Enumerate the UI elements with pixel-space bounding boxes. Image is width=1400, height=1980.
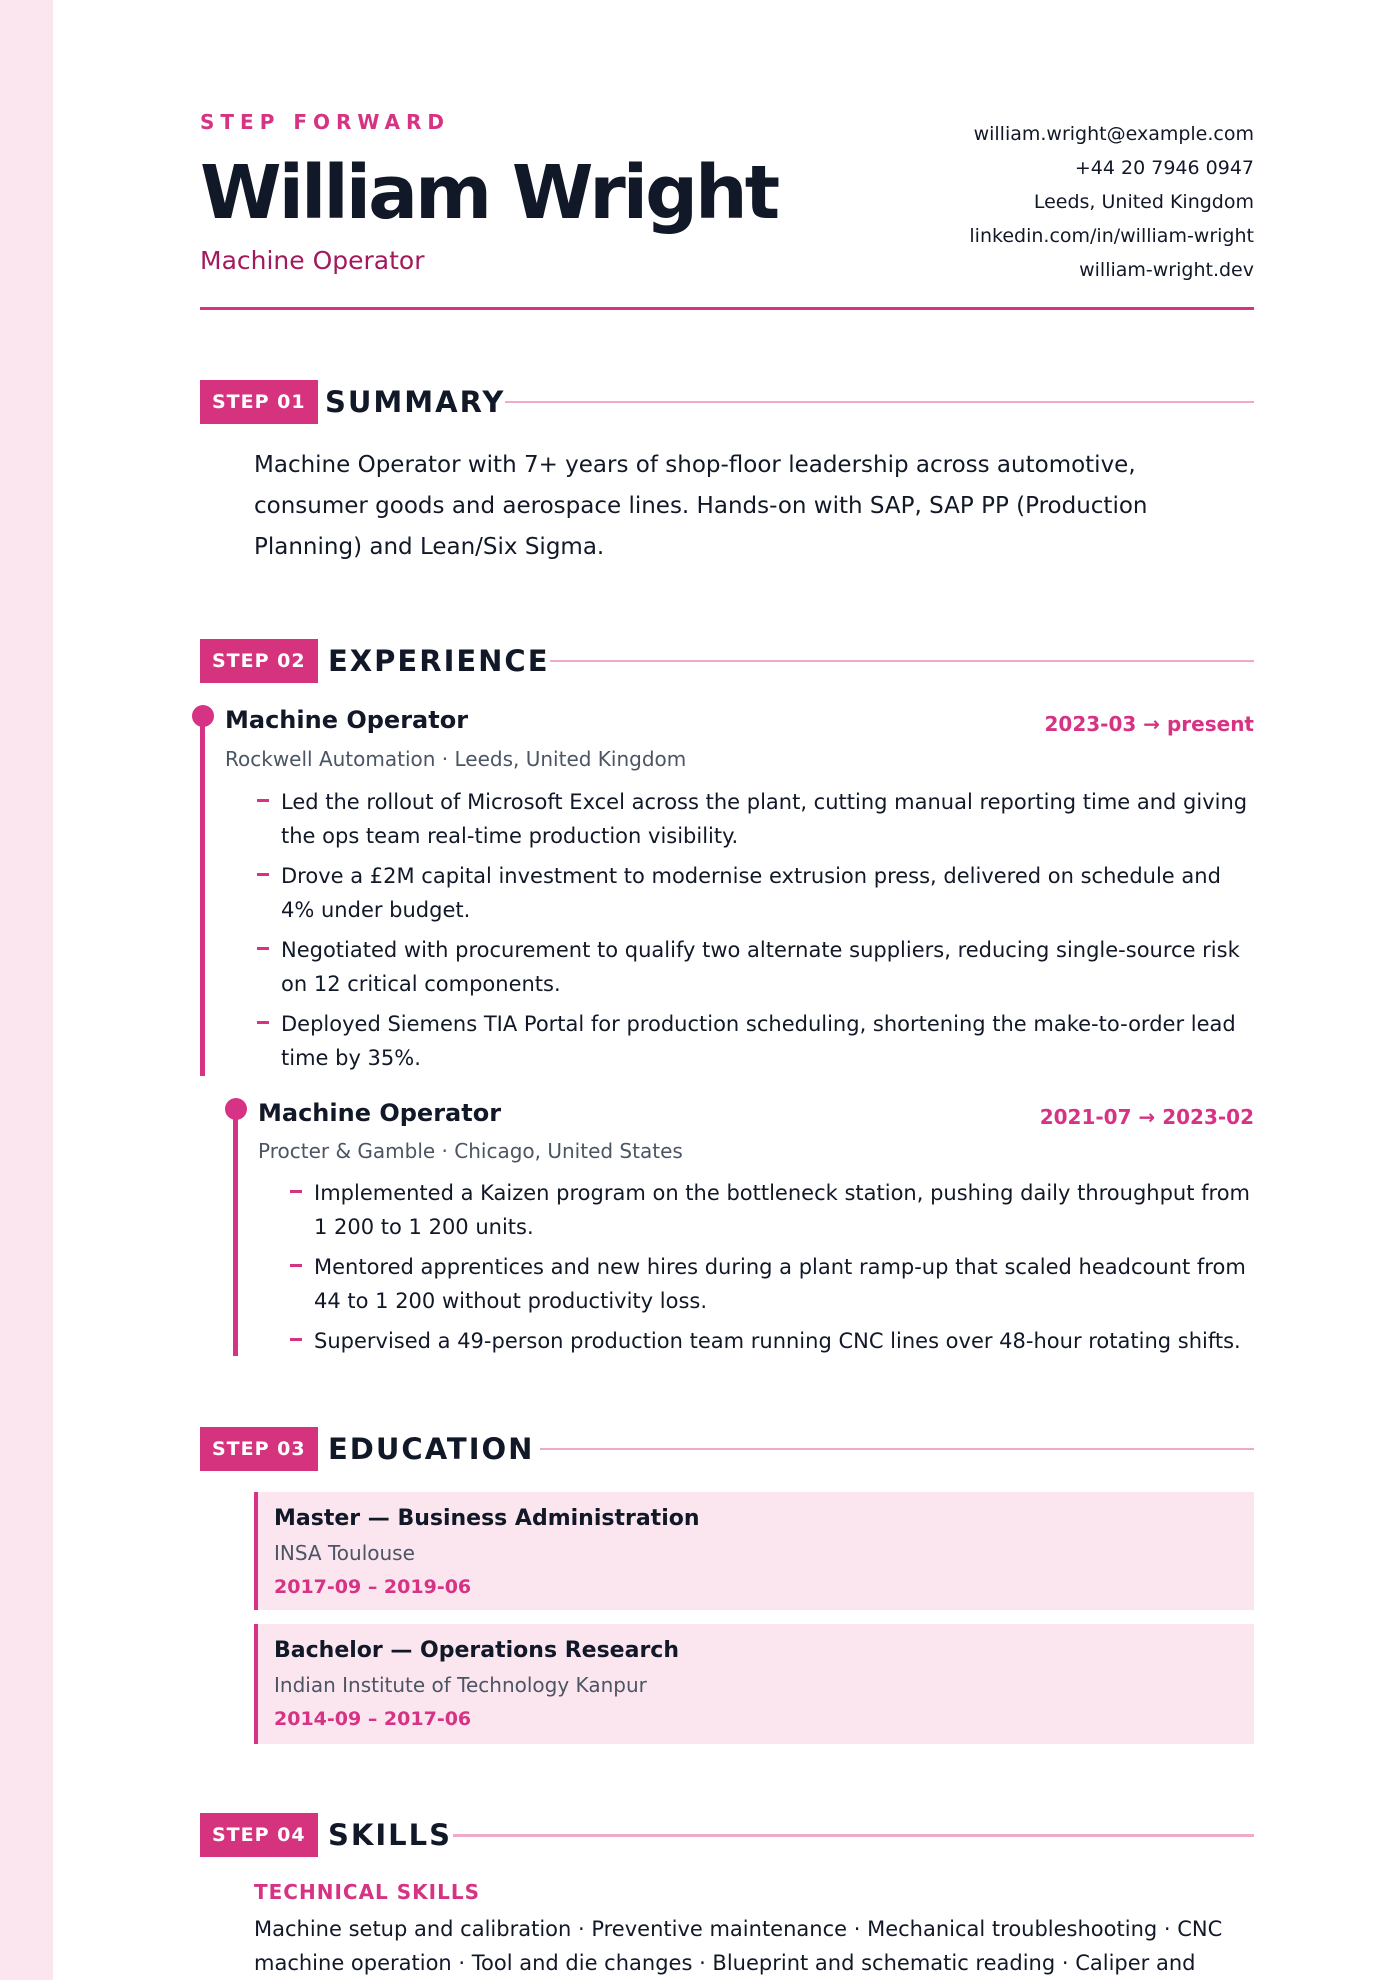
timeline-bar	[200, 716, 205, 1076]
edu-school: Indian Institute of Technology Kanpur	[274, 1673, 647, 1697]
dash-icon	[257, 799, 269, 802]
technical-skills-text: Machine setup and calibration · Preventive maintenance · Mechanical troubleshooting · CNC machine operation · Tool and die changes · Blueprint and schematic reading · Caliper and	[254, 1917, 1223, 1975]
section-rule	[550, 660, 1254, 662]
edu-degree: Bachelor — Operations Research	[274, 1638, 679, 1663]
contact-block	[969, 117, 1254, 287]
side-accent-strip	[0, 0, 53, 1980]
technical-skills-label: TECHNICAL SKILLS	[254, 1880, 480, 1904]
job-title: Machine Operator	[225, 706, 469, 734]
education-card	[254, 1624, 1254, 1744]
section-experience-heading	[200, 639, 1254, 683]
candidate-name: William Wright	[200, 150, 778, 236]
step-badge: STEP 04	[200, 1813, 318, 1857]
resume-page	[200, 0, 1254, 1980]
resume-header	[200, 0, 1254, 312]
edu-school: INSA Toulouse	[274, 1541, 415, 1565]
tagline: STEP FORWARD	[200, 110, 451, 134]
contact-website[interactable]: william-wright.dev	[1079, 259, 1254, 281]
section-title: EDUCATION	[328, 1432, 535, 1466]
education-card	[254, 1492, 1254, 1610]
dash-icon	[257, 947, 269, 950]
section-education-heading	[200, 1427, 1254, 1471]
section-rule	[540, 1448, 1254, 1450]
job-dates: 2023-03 → present	[1044, 712, 1254, 736]
list-item: Led the rollout of Microsoft Excel across the plant, cutting manual reporting time and giving the ops team real-time production visibility.	[281, 785, 1251, 853]
section-title: SKILLS	[328, 1818, 452, 1852]
candidate-role: Machine Operator	[200, 246, 425, 275]
dash-icon	[290, 1338, 302, 1341]
job-bullets	[281, 785, 1251, 1081]
list-item: Mentored apprentices and new hires during a plant ramp-up that scaled headcount from 44 to 1 200 without productivity loss.	[314, 1250, 1254, 1318]
step-badge: STEP 01	[200, 380, 318, 424]
contact-location: Leeds, United Kingdom	[1033, 191, 1254, 213]
job-bullets	[314, 1176, 1254, 1364]
contact-phone[interactable]: +44 20 7946 0947	[1074, 157, 1254, 179]
section-rule	[505, 401, 1254, 403]
dash-icon	[290, 1190, 302, 1193]
job-dates: 2021-07 → 2023-02	[1039, 1105, 1254, 1129]
step-badge: STEP 02	[200, 639, 318, 683]
section-summary-heading	[200, 380, 1254, 424]
summary-text: Machine Operator with 7+ years of shop-floor leadership across automotive, consumer goods and aerospace lines. Hands-on with SAP, SAP PP (Production Planning) and Lean/Six Sigma.	[254, 452, 1148, 560]
section-rule	[453, 1834, 1254, 1837]
job-title: Machine Operator	[258, 1099, 502, 1127]
list-item: Drove a £2M capital investment to modernise extrusion press, delivered on schedule and 4% under budget.	[281, 859, 1251, 927]
dash-icon	[290, 1264, 302, 1267]
list-item: Supervised a 49-person production team running CNC lines over 48-hour rotating shifts.	[314, 1324, 1254, 1358]
job-company: Rockwell Automation · Leeds, United Kingdom	[225, 747, 687, 771]
step-badge: STEP 03	[200, 1427, 318, 1471]
section-title: SUMMARY	[325, 385, 506, 419]
job-company: Procter & Gamble · Chicago, United States	[258, 1139, 683, 1163]
edu-dates: 2017-09 – 2019-06	[274, 1576, 472, 1598]
section-title: EXPERIENCE	[328, 644, 550, 678]
dash-icon	[257, 873, 269, 876]
section-skills-heading	[200, 1813, 1254, 1857]
list-item: Negotiated with procurement to qualify two alternate suppliers, reducing single-source risk on 12 critical components.	[281, 933, 1251, 1001]
list-item: Deployed Siemens TIA Portal for production scheduling, shortening the make-to-order lead time by 35%.	[281, 1007, 1251, 1075]
header-divider	[200, 307, 1254, 310]
timeline-bar	[233, 1110, 238, 1356]
contact-email[interactable]: william.wright@example.com	[973, 123, 1254, 145]
edu-degree: Master — Business Administration	[274, 1506, 700, 1531]
dash-icon	[257, 1021, 269, 1024]
edu-dates: 2014-09 – 2017-06	[274, 1708, 472, 1730]
list-item: Implemented a Kaizen program on the bottleneck station, pushing daily throughput from 1 200 to 1 200 units.	[314, 1176, 1254, 1244]
contact-linkedin[interactable]: linkedin.com/in/william-wright	[969, 225, 1254, 247]
